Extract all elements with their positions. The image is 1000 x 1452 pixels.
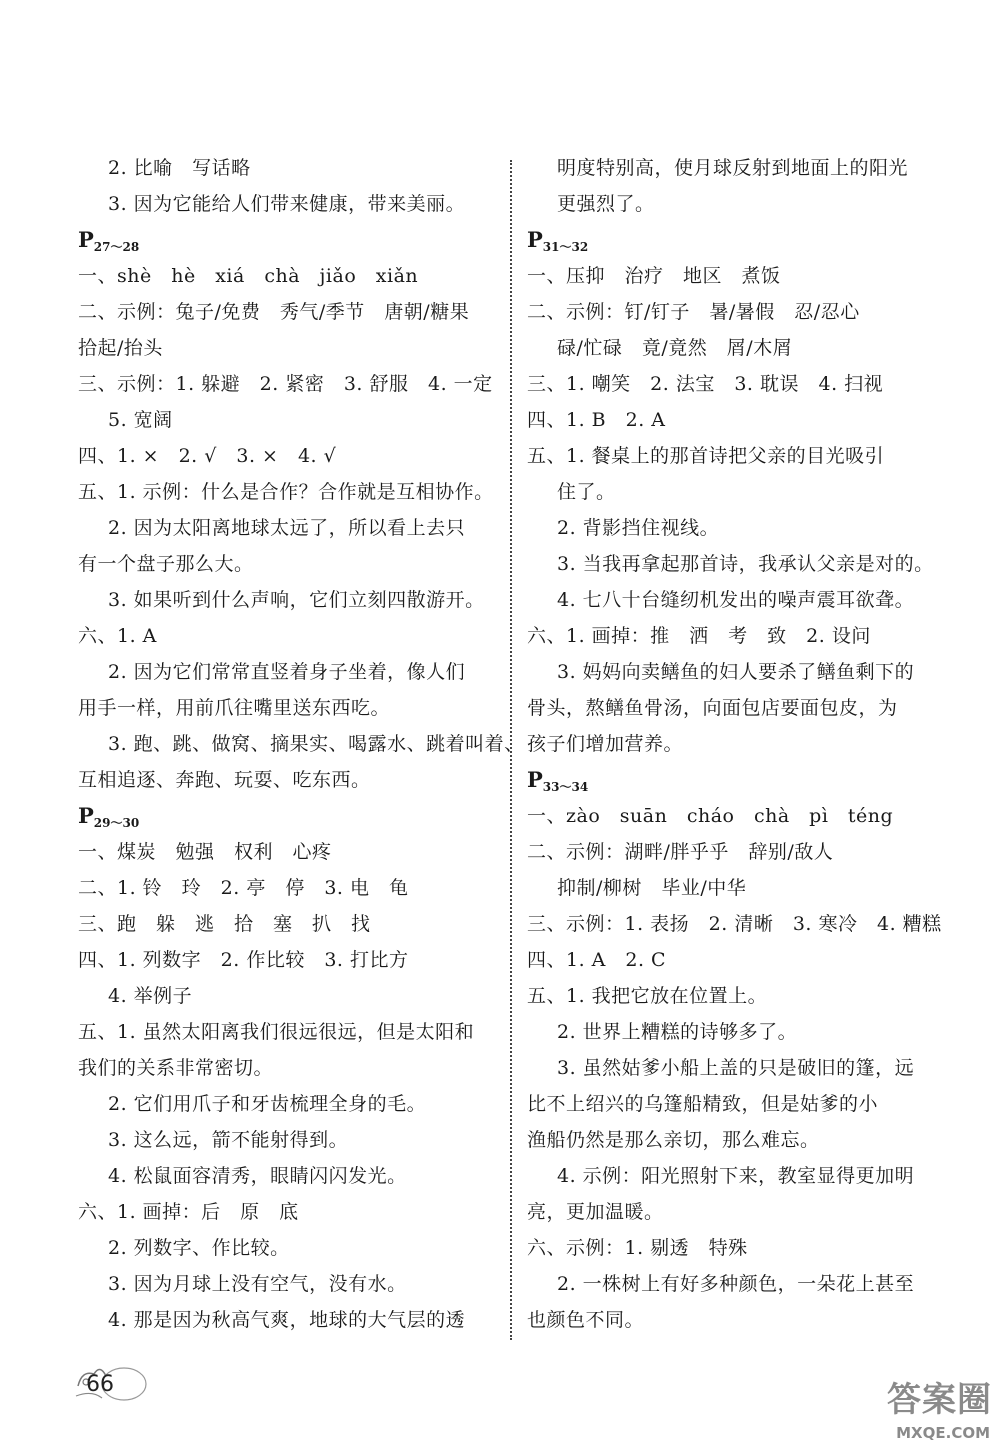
heading-page-range: 27～28 — [93, 240, 140, 254]
answer-line: 3. 虽然姑爹小船上盖的只是破旧的篷，远 — [557, 1057, 915, 1079]
heading-letter: P — [527, 227, 543, 252]
answer-line: 4. 松鼠面容清秀，眼睛闪闪发光。 — [108, 1165, 407, 1187]
answer-line: 我们的关系非常密切。 — [78, 1057, 274, 1079]
answer-line: 3. 这么远，箭不能射得到。 — [108, 1129, 349, 1151]
column-divider — [510, 160, 512, 1340]
answer-line: 2. 因为太阳离地球太远了，所以看上去只 — [108, 517, 466, 539]
answer-line: 2. 背影挡住视线。 — [557, 517, 720, 539]
heading-letter: P — [78, 227, 94, 252]
answer-line: 二、示例：湖畔/胖乎乎 辞别/敌人 — [527, 841, 834, 863]
answer-line: 四、1. × 2. √ 3. × 4. √ — [78, 445, 337, 467]
answer-line: 孩子们增加营养。 — [527, 733, 684, 755]
answer-line: 亮，更加温暖。 — [527, 1201, 664, 1223]
answer-line: 3. 因为月球上没有空气，没有水。 — [108, 1273, 407, 1295]
page-number: 66 — [86, 1372, 114, 1397]
answer-line: 4. 举例子 — [108, 985, 193, 1007]
answer-line: 拾起/抬头 — [78, 337, 163, 359]
answer-line: 五、1. 餐桌上的那首诗把父亲的目光吸引 — [527, 445, 885, 467]
answer-line: 2. 世界上糟糕的诗够多了。 — [557, 1021, 798, 1043]
watermark-url: MXQE.COM — [896, 1424, 990, 1442]
answer-line: 二、示例：兔子/免费 秀气/季节 唐朝/糖果 — [78, 301, 470, 323]
answer-line: 三、跑 躲 逃 拾 塞 扒 找 — [78, 913, 371, 935]
answer-line: 互相追逐、奔跑、玩耍、吃东西。 — [78, 769, 371, 791]
answer-line: 四、1. 列数字 2. 作比较 3. 打比方 — [78, 949, 409, 971]
answer-line: 3. 因为它能给人们带来健康，带来美丽。 — [108, 193, 466, 215]
heading-page-range: 29～30 — [93, 816, 140, 830]
section-page-heading — [78, 222, 496, 258]
watermark-title: 答案圈 — [887, 1380, 992, 1420]
answer-line: 2. 一株树上有好多种颜色，一朵花上甚至 — [557, 1273, 915, 1295]
heading-page-range: 31～32 — [542, 240, 589, 254]
answer-line: 2. 因为它们常常直竖着身子坐着，像人们 — [108, 661, 466, 683]
answer-line: 五、1. 虽然太阳离我们很远很远，但是太阳和 — [78, 1021, 475, 1043]
heading-letter: P — [78, 803, 94, 828]
answer-line: 一、煤炭 勉强 权利 心疼 — [78, 841, 332, 863]
answer-line: 更强烈了。 — [557, 193, 655, 215]
answer-line: 2. 比喻 写话略 — [108, 157, 251, 179]
answer-line: 有一个盘子那么大。 — [78, 553, 254, 575]
section-page-heading — [78, 798, 496, 834]
answer-line: 六、1. 画掉：后 原 底 — [78, 1201, 299, 1223]
answer-line: 3. 当我再拿起那首诗，我承认父亲是对的。 — [557, 553, 934, 575]
left-answer-column — [78, 150, 524, 1338]
answer-line: 5. 宽阔 — [108, 409, 173, 431]
answer-line: 一、shè hè xiá chà jiǎo xiǎn — [78, 265, 419, 287]
heading-letter: P — [527, 767, 543, 792]
right-answer-column — [527, 150, 945, 1338]
answer-line: 六、示例：1. 剔透 特殊 — [527, 1237, 748, 1259]
answer-line: 4. 那是因为秋高气爽，地球的大气层的透 — [108, 1309, 466, 1331]
answer-line: 2. 它们用爪子和牙齿梳理全身的毛。 — [108, 1093, 427, 1115]
section-page-heading — [527, 762, 945, 798]
answer-line: 3. 跑、跳、做窝、摘果实、喝露水、跳着叫着、 — [108, 733, 524, 755]
answer-line: 一、压抑 治疗 地区 煮饭 — [527, 265, 781, 287]
answer-line: 抑制/柳树 毕业/中华 — [557, 877, 747, 899]
answer-line: 住了。 — [557, 481, 616, 503]
answer-line: 五、1. 我把它放在位置上。 — [527, 985, 768, 1007]
answer-line: 四、1. A 2. C — [527, 949, 667, 971]
answer-line: 六、1. 画掉：推 洒 考 致 2. 设问 — [527, 625, 871, 647]
answer-line: 明度特别高，使月球反射到地面上的阳光 — [557, 157, 909, 179]
answer-line: 用手一样，用前爪往嘴里送东西吃。 — [78, 697, 391, 719]
answer-line: 3. 妈妈向卖鳝鱼的妇人要杀了鳝鱼剩下的 — [557, 661, 915, 683]
answer-line: 三、1. 嘲笑 2. 法宝 3. 耽误 4. 扫视 — [527, 373, 884, 395]
answer-line: 3. 如果听到什么声响，它们立刻四散游开。 — [108, 589, 485, 611]
answer-line: 二、示例：钉/钉子 暑/暑假 忍/忍心 — [527, 301, 860, 323]
answer-line: 骨头，熬鳝鱼骨汤，向面包店要面包皮，为 — [527, 697, 898, 719]
answer-line: 也颜色不同。 — [527, 1309, 645, 1331]
answer-line: 三、示例：1. 表扬 2. 清晰 3. 寒冷 4. 糟糕 — [527, 913, 942, 935]
answer-line: 三、示例：1. 躲避 2. 紧密 3. 舒服 4. 一定 — [78, 373, 493, 395]
answer-line: 2. 列数字、作比较。 — [108, 1237, 290, 1259]
answer-line: 4. 示例：阳光照射下来，教室显得更加明 — [557, 1165, 915, 1187]
answer-line: 二、1. 铃 玲 2. 亭 停 3. 电 龟 — [78, 877, 409, 899]
answer-line: 4. 七八十台缝纫机发出的噪声震耳欲聋。 — [557, 589, 915, 611]
answer-line: 六、1. A — [78, 625, 157, 647]
answer-line: 四、1. B 2. A — [527, 409, 666, 431]
answer-line: 五、1. 示例：什么是合作？合作就是互相协作。 — [78, 481, 494, 503]
answer-line: 渔船仍然是那么亲切，那么难忘。 — [527, 1129, 820, 1151]
heading-page-range: 33～34 — [542, 780, 589, 794]
answer-line: 碌/忙碌 竟/竟然 屑/木屑 — [557, 337, 793, 359]
section-page-heading — [527, 222, 945, 258]
answer-line: 比不上绍兴的乌篷船精致，但是姑爹的小 — [527, 1093, 879, 1115]
site-watermark — [882, 1372, 992, 1442]
answer-line: 一、zào suān cháo chà pì téng — [527, 805, 894, 827]
